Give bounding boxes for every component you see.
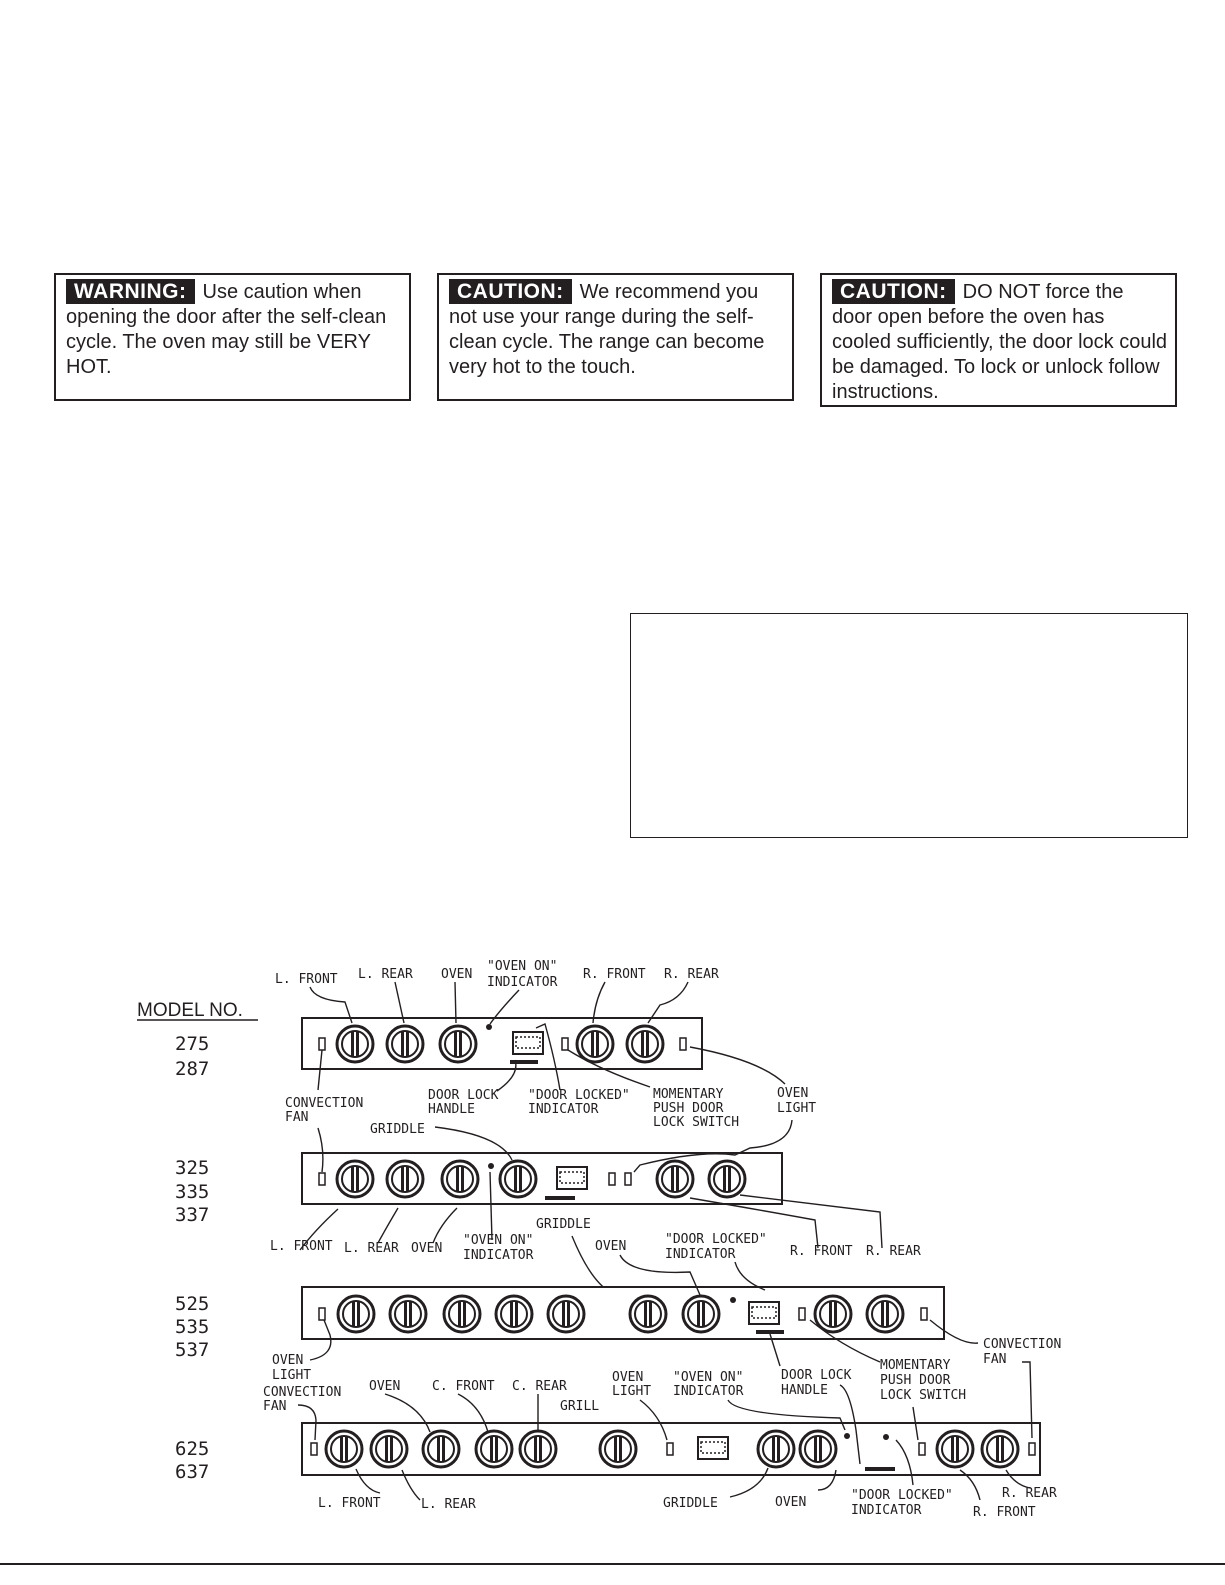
label-door-lock: DOOR LOCK: [428, 1088, 499, 1103]
light-switch-icon: [562, 1038, 568, 1050]
knob-icon: [371, 1431, 407, 1467]
knob-icon: [326, 1431, 362, 1467]
caution-tag: CAUTION:: [449, 279, 572, 304]
indicator-dot-icon: [844, 1433, 850, 1439]
label-oven-light: OVEN: [612, 1370, 644, 1385]
model-number: 325: [175, 1157, 210, 1179]
light-switch-icon: [319, 1173, 325, 1185]
label-convection: CONVECTION: [983, 1337, 1062, 1352]
model-number: 337: [175, 1204, 210, 1226]
model-no-heading: MODEL NO.: [137, 1000, 243, 1021]
light-switch-icon: [1029, 1443, 1035, 1455]
label-push-door: PUSH DOOR: [880, 1373, 951, 1388]
bottom-rule: [0, 1563, 1225, 1565]
model-number: 637: [175, 1461, 210, 1483]
knob-icon: [500, 1161, 536, 1197]
label-oven: OVEN: [775, 1495, 807, 1510]
label-lock-switch: LOCK SWITCH: [880, 1388, 967, 1403]
label-momentary: MOMENTARY: [880, 1358, 951, 1373]
label-lock-switch: LOCK SWITCH: [653, 1115, 740, 1130]
warning-tag: WARNING:: [66, 279, 195, 304]
knob-icon: [338, 1296, 374, 1332]
knob-icon: [630, 1296, 666, 1332]
label-r-rear: R. REAR: [866, 1244, 921, 1259]
knob-icon: [337, 1161, 373, 1197]
knob-icon: [442, 1161, 478, 1197]
label-oven: OVEN: [595, 1239, 627, 1254]
model-number: 287: [175, 1058, 210, 1080]
knob-icon: [657, 1161, 693, 1197]
label-light: LIGHT: [777, 1101, 817, 1116]
model-number: 335: [175, 1181, 210, 1203]
label-light: LIGHT: [272, 1368, 312, 1383]
knob-icon: [709, 1161, 745, 1197]
knob-icon: [476, 1431, 512, 1467]
indicator-dot-icon: [488, 1163, 494, 1169]
knob-icon: [577, 1026, 613, 1062]
knob-icon: [627, 1026, 663, 1062]
label-r-front: R. FRONT: [790, 1244, 853, 1259]
label-handle: HANDLE: [428, 1102, 475, 1117]
label-c-front: C. FRONT: [432, 1379, 495, 1394]
door-lock-dial-icon: [749, 1302, 779, 1324]
light-switch-icon: [311, 1443, 317, 1455]
label-l-rear: L. REAR: [421, 1497, 476, 1512]
label-grill: GRILL: [560, 1399, 600, 1414]
knob-icon: [423, 1431, 459, 1467]
light-switch-icon: [609, 1173, 615, 1185]
model-number: 535: [175, 1316, 210, 1338]
label-light: LIGHT: [612, 1384, 652, 1399]
label-indicator: INDICATOR: [528, 1102, 599, 1117]
label-indicator: INDICATOR: [665, 1247, 736, 1262]
label-r-rear: R. REAR: [1002, 1486, 1057, 1501]
knob-icon: [937, 1431, 973, 1467]
label-l-rear: L. REAR: [344, 1241, 399, 1256]
model-number: 537: [175, 1339, 210, 1361]
label-c-rear: C. REAR: [512, 1379, 567, 1394]
light-switch-icon: [319, 1038, 325, 1050]
light-switch-icon: [921, 1308, 927, 1320]
label-indicator: INDICATOR: [463, 1248, 534, 1263]
knob-icon: [496, 1296, 532, 1332]
caution-notice-door: [820, 273, 1177, 407]
label-fan: FAN: [263, 1399, 287, 1414]
label-fan: FAN: [285, 1110, 309, 1125]
label-oven-on: "OVEN ON": [673, 1370, 744, 1385]
door-lock-dial-icon: [513, 1032, 543, 1054]
door-lock-dial-icon: [698, 1437, 728, 1459]
label-l-front: L. FRONT: [275, 972, 338, 987]
light-switch-icon: [667, 1443, 673, 1455]
label-door-locked: "DOOR LOCKED": [851, 1488, 953, 1503]
knob-icon: [982, 1431, 1018, 1467]
knob-icon: [444, 1296, 480, 1332]
model-number: 275: [175, 1033, 210, 1055]
light-switch-icon: [625, 1173, 631, 1185]
caution-notice-range: [437, 273, 794, 401]
knob-icon: [337, 1026, 373, 1062]
label-oven-light: OVEN: [272, 1353, 304, 1368]
empty-frame: [630, 613, 1188, 838]
label-oven: OVEN: [369, 1379, 401, 1394]
door-lock-dial-icon: [557, 1167, 587, 1189]
label-oven-on-indicator: INDICATOR: [487, 975, 558, 990]
label-oven: OVEN: [441, 967, 473, 982]
knob-icon: [683, 1296, 719, 1332]
label-l-front: L. FRONT: [270, 1239, 333, 1254]
light-switch-icon: [799, 1308, 805, 1320]
label-r-front: R. FRONT: [973, 1505, 1036, 1520]
knob-icon: [440, 1026, 476, 1062]
knob-icon: [387, 1026, 423, 1062]
knob-icon: [390, 1296, 426, 1332]
light-switch-icon: [919, 1443, 925, 1455]
knob-icon: [815, 1296, 851, 1332]
label-griddle: GRIDDLE: [370, 1122, 425, 1137]
label-convection: CONVECTION: [263, 1385, 342, 1400]
caution-text: DO NOT force the door open before the oven has cooled sufficiently, the door lock could be damaged. To lock or unlock follow instructions.: [832, 281, 1168, 403]
label-oven-on: "OVEN ON": [487, 959, 558, 974]
label-momentary: MOMENTARY: [653, 1087, 724, 1102]
label-door-locked: "DOOR LOCKED": [665, 1232, 767, 1247]
label-oven-on: "OVEN ON": [463, 1233, 534, 1248]
knob-icon: [758, 1431, 794, 1467]
knob-icon: [800, 1431, 836, 1467]
model-number: 525: [175, 1293, 210, 1315]
knob-icon: [548, 1296, 584, 1332]
label-l-front: L. FRONT: [318, 1496, 381, 1511]
label-l-rear: L. REAR: [358, 967, 413, 982]
label-griddle: GRIDDLE: [536, 1217, 591, 1232]
knob-icon: [520, 1431, 556, 1467]
label-r-front: R. FRONT: [583, 967, 646, 982]
indicator-dot-icon: [486, 1024, 492, 1030]
light-switch-icon: [680, 1038, 686, 1050]
label-indicator: INDICATOR: [851, 1503, 922, 1518]
warning-text: Use caution when opening the door after the self-clean cycle. The oven may still be VERY HOT.: [66, 281, 387, 378]
label-door-locked: "DOOR LOCKED": [528, 1088, 630, 1103]
caution-tag: CAUTION:: [832, 279, 955, 304]
label-push-door: PUSH DOOR: [653, 1101, 724, 1116]
label-griddle: GRIDDLE: [663, 1496, 718, 1511]
label-convection: CONVECTION: [285, 1096, 364, 1111]
warning-notice: [54, 273, 411, 401]
label-indicator: INDICATOR: [673, 1384, 744, 1399]
light-switch-icon: [319, 1308, 325, 1320]
knob-icon: [387, 1161, 423, 1197]
indicator-dot-icon: [730, 1297, 736, 1303]
label-fan: FAN: [983, 1352, 1007, 1367]
label-oven: OVEN: [411, 1241, 443, 1256]
label-door-lock: DOOR LOCK: [781, 1368, 852, 1383]
label-oven-light: OVEN: [777, 1086, 809, 1101]
caution-text: We recommend you not use your range during the self-clean cycle. The range can become very hot to the touch.: [449, 281, 765, 378]
control-panel-diagram: [0, 950, 1225, 1540]
label-handle: HANDLE: [781, 1383, 828, 1398]
model-number: 625: [175, 1438, 210, 1460]
indicator-dot-icon: [883, 1434, 889, 1440]
knob-icon: [867, 1296, 903, 1332]
knob-icon: [600, 1431, 636, 1467]
label-r-rear: R. REAR: [664, 967, 719, 982]
